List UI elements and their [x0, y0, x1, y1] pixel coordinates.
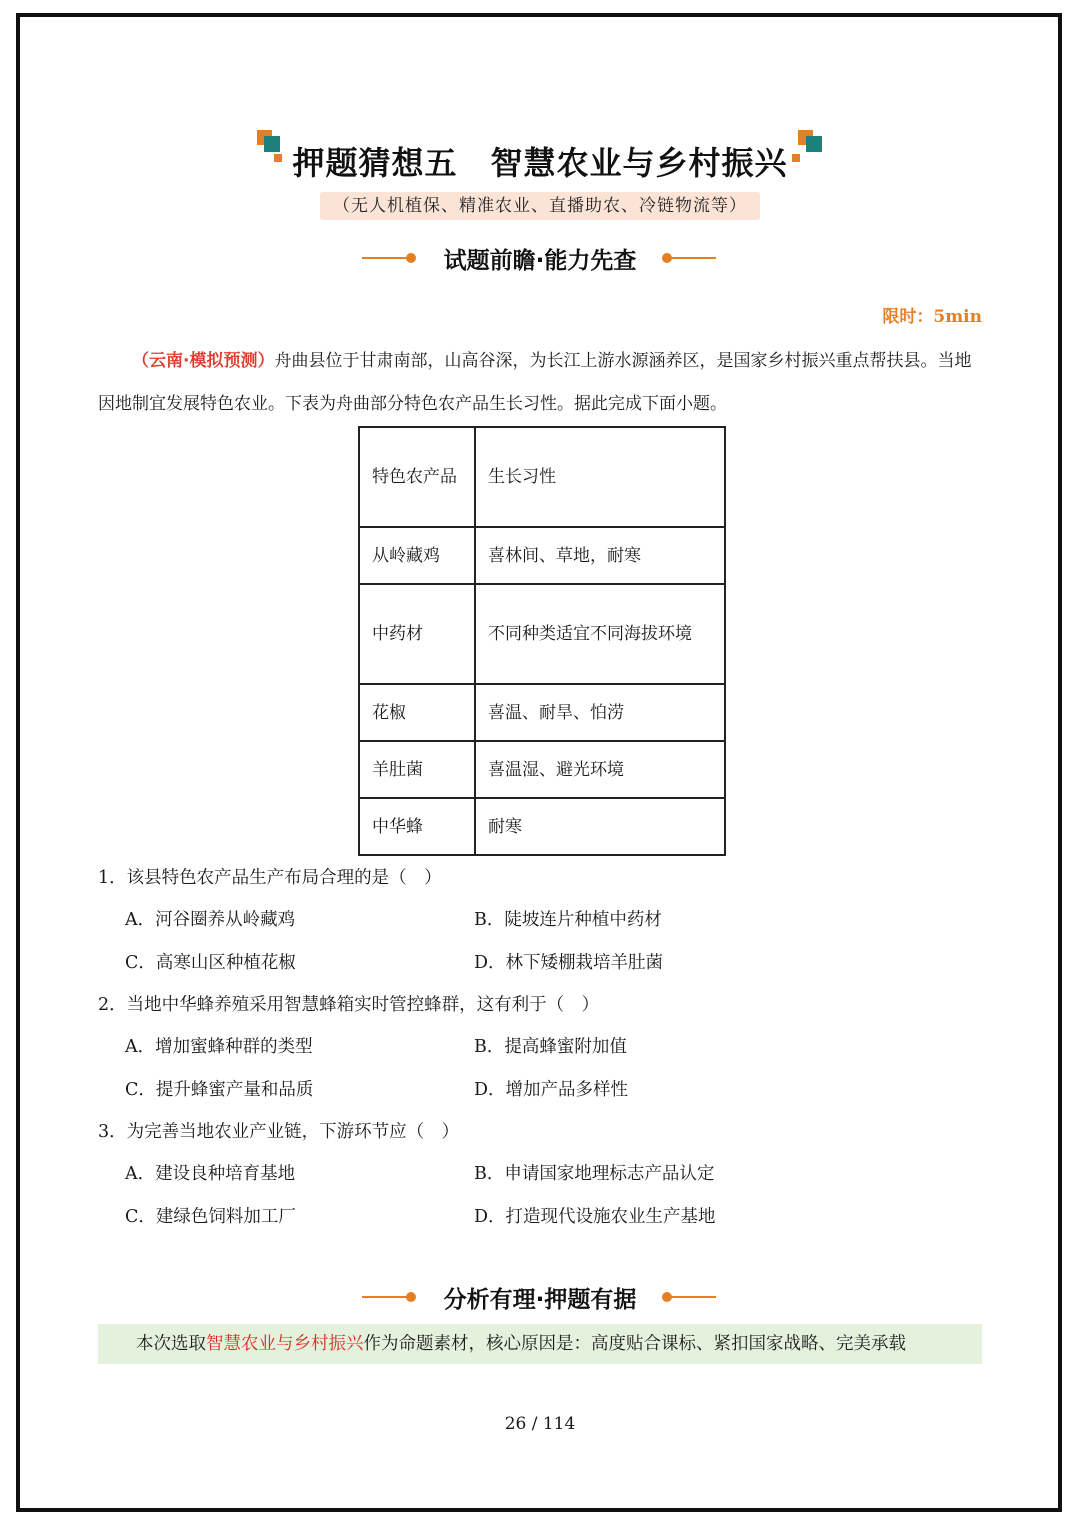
- table-cell: 花椒: [359, 684, 475, 741]
- answer-option[interactable]: D．打造现代设施农业生产基地: [474, 1207, 716, 1227]
- intro-paragraph: [98, 340, 984, 426]
- table-cell: 中华蜂: [359, 798, 475, 855]
- table-row: [359, 584, 725, 684]
- table-cell: 从岭藏鸡: [359, 527, 475, 584]
- analysis-summary: 本次选取智慧农业与乡村振兴作为命题素材，核心原因是：高度贴合课标、紧扣国家战略、完美承载: [98, 1324, 982, 1364]
- table-row: [359, 741, 725, 798]
- page-title: 押题猜想五 智慧农业与乡村振兴: [292, 144, 788, 182]
- answer-option[interactable]: D．林下矮棚栽培羊肚菌: [474, 953, 664, 973]
- intro-text: 舟曲县位于甘肃南部，山高谷深，为长江上游水源涵养区，是国家乡村振兴重点帮扶县。当地因地制宜发展特色农业。下表为舟曲部分特色农产品生长习性。据此完成下面小题。: [98, 351, 972, 414]
- question-stem: 2．当地中华蜂养殖采用智慧蜂箱实时管控蜂群，这有利于（ ）: [98, 995, 600, 1015]
- answer-option[interactable]: C．高寒山区种植花椒: [125, 953, 296, 973]
- section-title: 试题前瞻·能力先查: [443, 248, 637, 274]
- table-header-cell: 生长习性: [475, 427, 725, 527]
- answer-option[interactable]: B．陡坡连片种植中药材: [474, 910, 662, 930]
- table-header-row: [359, 427, 725, 527]
- title-block: [0, 128, 1080, 188]
- section-header-preview: [0, 238, 1080, 278]
- table-cell: 不同种类适宜不同海拔环境: [475, 584, 725, 684]
- question-stem: 3．为完善当地农业产业链，下游环节应（ ）: [98, 1122, 460, 1142]
- table-row: [359, 527, 725, 584]
- answer-option[interactable]: B．申请国家地理标志产品认定: [474, 1164, 715, 1184]
- answer-option[interactable]: A．增加蜜蜂种群的类型: [125, 1037, 313, 1057]
- section-title: 分析有理·押题有据: [443, 1287, 637, 1313]
- table-row: [359, 684, 725, 741]
- section-header-analysis: [0, 1277, 1080, 1317]
- table-header-cell: 特色农产品: [359, 427, 475, 527]
- answer-option[interactable]: B．提高蜂蜜附加值: [474, 1037, 627, 1057]
- table-cell: 喜林间、草地，耐寒: [475, 527, 725, 584]
- subtitle: （无人机植保、精准农业、直播助农、冷链物流等）: [320, 192, 760, 220]
- table-cell: 喜温、耐旱、怕涝: [475, 684, 725, 741]
- answer-option[interactable]: C．建绿色饲料加工厂: [125, 1207, 296, 1227]
- table-cell: 中药材: [359, 584, 475, 684]
- answer-option[interactable]: A．建设良种培育基地: [125, 1164, 296, 1184]
- answer-option[interactable]: A．河谷圈养从岭藏鸡: [125, 910, 296, 930]
- answer-option[interactable]: D．增加产品多样性: [474, 1080, 629, 1100]
- table-cell: 喜温湿、避光环境: [475, 741, 725, 798]
- table-cell: 耐寒: [475, 798, 725, 855]
- answer-option[interactable]: C．提升蜂蜜产量和品质: [125, 1080, 314, 1100]
- source-tag: （云南·模拟预测）: [132, 351, 275, 371]
- question-stem: 1．该县特色农产品生产布局合理的是（ ）: [98, 868, 442, 888]
- highlight-text: 智慧农业与乡村振兴: [206, 1334, 364, 1354]
- habit-table: [358, 426, 726, 856]
- table-row: [359, 798, 725, 855]
- table-cell: 羊肚菌: [359, 741, 475, 798]
- page-number: 26 / 114: [504, 1414, 576, 1434]
- time-limit: 限时：5min: [882, 307, 982, 327]
